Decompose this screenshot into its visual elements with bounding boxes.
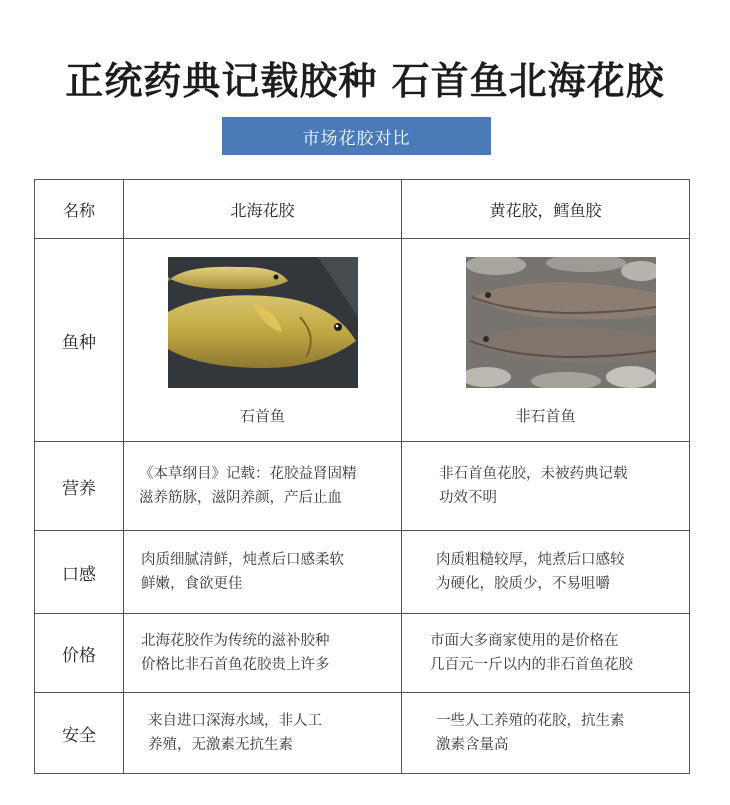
column-divider	[123, 180, 124, 773]
right-fish-caption: 非石首鱼	[515, 407, 576, 425]
nutrition-others-text: 非石首鱼花胶，未被药典记载 功效不明	[439, 466, 628, 506]
header-beihai: 北海花胶	[230, 200, 295, 220]
row-label-taste: 口感	[62, 564, 96, 585]
left-fish-caption: 石首鱼	[239, 407, 285, 425]
header-others: 黄花胶，鳕鱼胶	[489, 200, 602, 220]
nutrition-beihai-text: 《本草纲目》记载：花胶益肾固精 滋养筋脉，滋阴养颜，产后止血	[139, 466, 357, 506]
section-banner: 市场花胶对比	[222, 117, 491, 155]
yellow-croaker-photo	[168, 257, 358, 388]
row-label-safety: 安全	[62, 725, 96, 746]
comparison-table	[34, 179, 690, 774]
taste-beihai-text: 肉质细腻清鲜，炖煮后口感柔软 鲜嫩，食欲更佳	[141, 552, 344, 592]
row-label-nutrition: 营养	[62, 478, 96, 499]
row-label-species: 鱼种	[62, 332, 96, 353]
header-name: 名称	[62, 200, 95, 220]
safety-others-text: 一些人工养殖的花胶，抗生素 激素含量高	[436, 713, 625, 753]
row-divider	[35, 238, 689, 239]
row-label-price: 价格	[62, 645, 96, 666]
price-beihai-text: 北海花胶作为传统的滋补胶种 价格比非石首鱼花胶贵上许多	[141, 633, 330, 673]
price-others-text: 市面大多商家使用的是价格在 几百元一斤以内的非石首鱼花胶	[430, 633, 633, 673]
taste-others-text: 肉质粗糙较厚，炖煮后口感较 为硬化，胶质少，不易咀嚼	[436, 552, 625, 592]
column-divider	[401, 180, 402, 773]
safety-beihai-text: 来自进口深海水域，非人工 养殖，无激素无抗生素	[148, 713, 322, 753]
page-title: 正统药典记载胶种 石首鱼北海花胶	[65, 58, 665, 103]
non-croaker-photo	[466, 257, 656, 388]
